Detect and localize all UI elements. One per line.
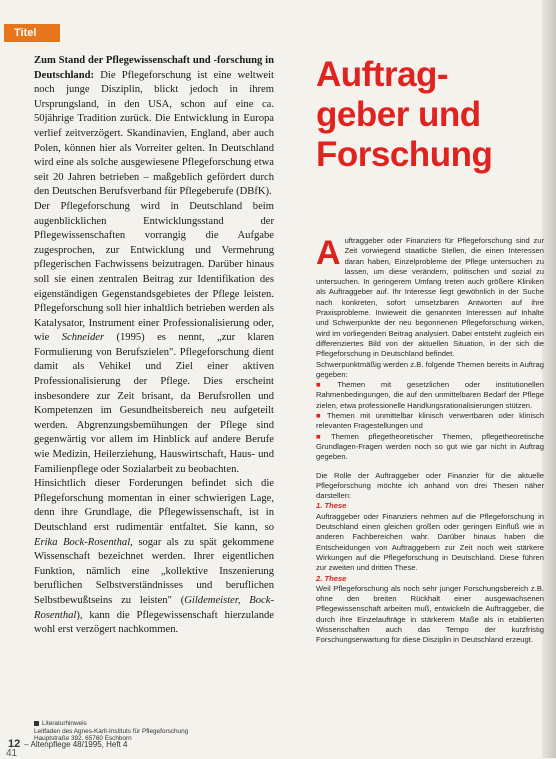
bullet-item <box>316 432 544 463</box>
page-footer <box>8 738 127 750</box>
drop-cap: A <box>316 234 341 272</box>
page-number: 12 <box>8 738 21 750</box>
intro-bold-heading: Zum Stand der Pflegewissenschaft und -forschung in Deutschland: <box>34 55 274 81</box>
bullet-text: Themen mit unmittelbar klinisch verwertbaren oder klinisch relevanten Fragestellungen und <box>316 411 544 431</box>
paragraph-text: (1995) es nennt, „zur klaren Formulierung von Berufszielen". Pflegeforschung dient damit als Vehikel und Ziel einer aktiven Professionalisierung der Pflege. Dies erscheint insbesondere zur Zeit brisant, da Berufsrollen und Kompetenzen im Gesundheitsbereich neu aufgeteilt werden. Abgrenzungsbemühungen der Pflege sind gegenwärtig vor allem im Hinblick auf andere Berufe wie Medizin, Heilerziehung, Hauswirtschaft, Haus- und Familienpflege oder Sozialarbeit zu beobachten. <box>34 332 274 475</box>
bullet-icon: ■ <box>316 380 335 390</box>
bullet-text: Themen pflegetheoretischer Themen, pflegetheoretische Grundlagen-Fragen werden noch so gut wie gar nicht in Auftrag gegeben. <box>316 431 544 462</box>
topics-intro: Schwerpunktmäßig werden z.B. folgende Themen bereits in Auftrag gegeben: <box>316 359 544 379</box>
author-name: Erika Bock-Rosenthal <box>34 536 131 548</box>
lead-text: uftraggeber oder Finanziers für Pflegeforschung sind zur Zeit vorwiegend staatliche Stellen, die einen Interessen daran haben, Einzelprobleme der Pflege untersuchen zu lassen, um diese verändern, politischen und sozial zu untersuchen. In geringerem Umfang treten auch größere Kliniken als Auftraggeber auf. Ihr Interesse liegt gewöhnlich in der Suche nach konkreten, sofort umsetzbaren Antworten auf ihre Praxisprobleme. Inwieweit die genannten Interessen auf Inhalte und Schwerpunkte der neu begonnenen Pflegeforschung wirken, wird im vorliegenden Beitrag analysiert. Dabei entsteht zugleich ein differenziertes Bild von der aktuellen Situation, in der sich die Pflegeforschung in Deutschland befindet. <box>316 236 544 359</box>
footnote-marker-icon <box>34 721 39 726</box>
lead-paragraph <box>316 236 544 360</box>
article-headline <box>316 55 546 175</box>
paragraph-text: Hinsichtlich dieser Forderungen befindet sich die Pflegeforschung momentan in einer schwierigen Lage, denn ihre Grundlage, die Pflegewissenschaft, ist in Deutschland erst rudimentär entfaltet. Sie kann, so <box>34 478 274 533</box>
journal-info: – Altenpflege 48/1995, Heft 4 <box>24 740 128 749</box>
headline-line: Auftrag- <box>316 55 449 94</box>
thesis-1-text: Auftraggeber oder Finanziers nehmen auf die Pflegeforschung in Deutschland einen gleichen großen oder geringen Einfluß wie in anderen Fachbereichen wahr. Darüber hinaus haben die Entscheidungen von Auftraggebern zur Zeit noch weit stärkere Wirkungen auf die Pflegeforschung in Deutschland. Diese führen zur zweiten und dritten These. <box>316 511 544 573</box>
role-paragraph: Die Rolle der Auftraggeber oder Finanzier für die aktuelle Pflegeforschung möchte ich anhand von drei Thesen näher darstellen: <box>316 470 544 501</box>
paragraph-text: , sogar als zu spät gekommene Wissenschaft bezeichnet werden. Ihrer eigentlichen Funktion, nämlich eine „kollektive Inszenierung beruflichen Selbstverständnisses und beruflichen Selbstbewußtseins zu leisten" ( <box>34 536 274 606</box>
intro-text: Die Pflegeforschung ist eine weltweit noch junge Disziplin, blickt jedoch in ihrem Ursprungsland, in den USA, schon auf eine ca. 50jährige Tradition zurück. Die Entwicklung in Europa verlief zeitverzögert. Skandinavien, England, aber auch Polen, können hier als Vorreiter gelten. In Deutschland wird eine als solche ausgewiesene Pflegeforschung etwa seit 20 Jahren betrieben – maßgeblich gefördert durch den Deutschen Berufsverband für Pflegeberufe (DBfK). <box>34 69 274 198</box>
author-name: Schneider <box>61 332 105 344</box>
headline-line: Forschung <box>316 135 493 174</box>
footnote-label: Literaturhinweis <box>42 720 87 727</box>
thesis-1-heading: 1. These <box>316 501 347 511</box>
bullet-text: Themen mit gesetzlichen oder institutionellen Rahmenbedingungen, die auf den unmittelbaren Bedarf der Pflege zielen, etwa professionelle Handlungsrationalisierungen stützen. <box>316 380 544 410</box>
headline-line: geber und <box>316 95 481 134</box>
paragraph-intro <box>34 54 274 200</box>
right-column <box>316 236 544 646</box>
paragraph-text: ), kann die Pflegewissenschaft hierzulande wohl erst verzögert nachkommen. <box>34 609 274 636</box>
spacer <box>316 463 544 471</box>
bullet-item <box>316 411 544 432</box>
footnote-line: Leitfaden des Agnes-Karll-Instituts für Pflegeforschung <box>34 727 189 735</box>
corner-mark: 41 <box>6 748 18 759</box>
thesis-2-text: Weil Pflegeforschung als noch sehr junger Forschungsbereich z.B. ohne den breiten Rückhalt einer ausgewachsenen Pflegewissenschaft arbeiten muß, entwickeln die Auftraggeber, die durch ihre Einzelaufträge in stärkerem Maße als in etablierten Wissenschaften auch das Tempo der kurzfristig Forschungserwartung für diese Disziplin in Deutschland erzeugt. <box>316 583 544 645</box>
paragraph-current-situation <box>34 477 274 638</box>
citation: Gildemeister, Bock-Rosenthal <box>34 594 274 621</box>
left-column <box>34 54 274 638</box>
bullet-icon: ■ <box>316 431 329 441</box>
bullet-item <box>316 380 544 411</box>
bullet-icon: ■ <box>316 411 324 421</box>
section-tag: Titel <box>4 24 60 42</box>
paragraph-text: Der Pflegeforschung wird in Deutschland beim augenblicklichen Entwicklungsstand der Pflegewissenschaften vorrangig die Aufgabe zugesprochen, zur Entwicklung und Vermehrung pflegerischen Fachwissens beizutragen. Darüber hinaus soll sie einen zentralen Beitrag zur Identifikation des eigenständigen Gegenstandsgebietes der Pflege leisten. Pflegeforschung soll hier inhaltlich betrieben werden als Katalysator, Instrument einer Professionalisierung oder, wie <box>34 200 274 344</box>
footnote-line: Hauptstraße 392, 65760 Eschborn <box>34 735 132 743</box>
paragraph-professionalization <box>34 200 274 477</box>
thesis-2-heading: 2. These <box>316 573 347 583</box>
